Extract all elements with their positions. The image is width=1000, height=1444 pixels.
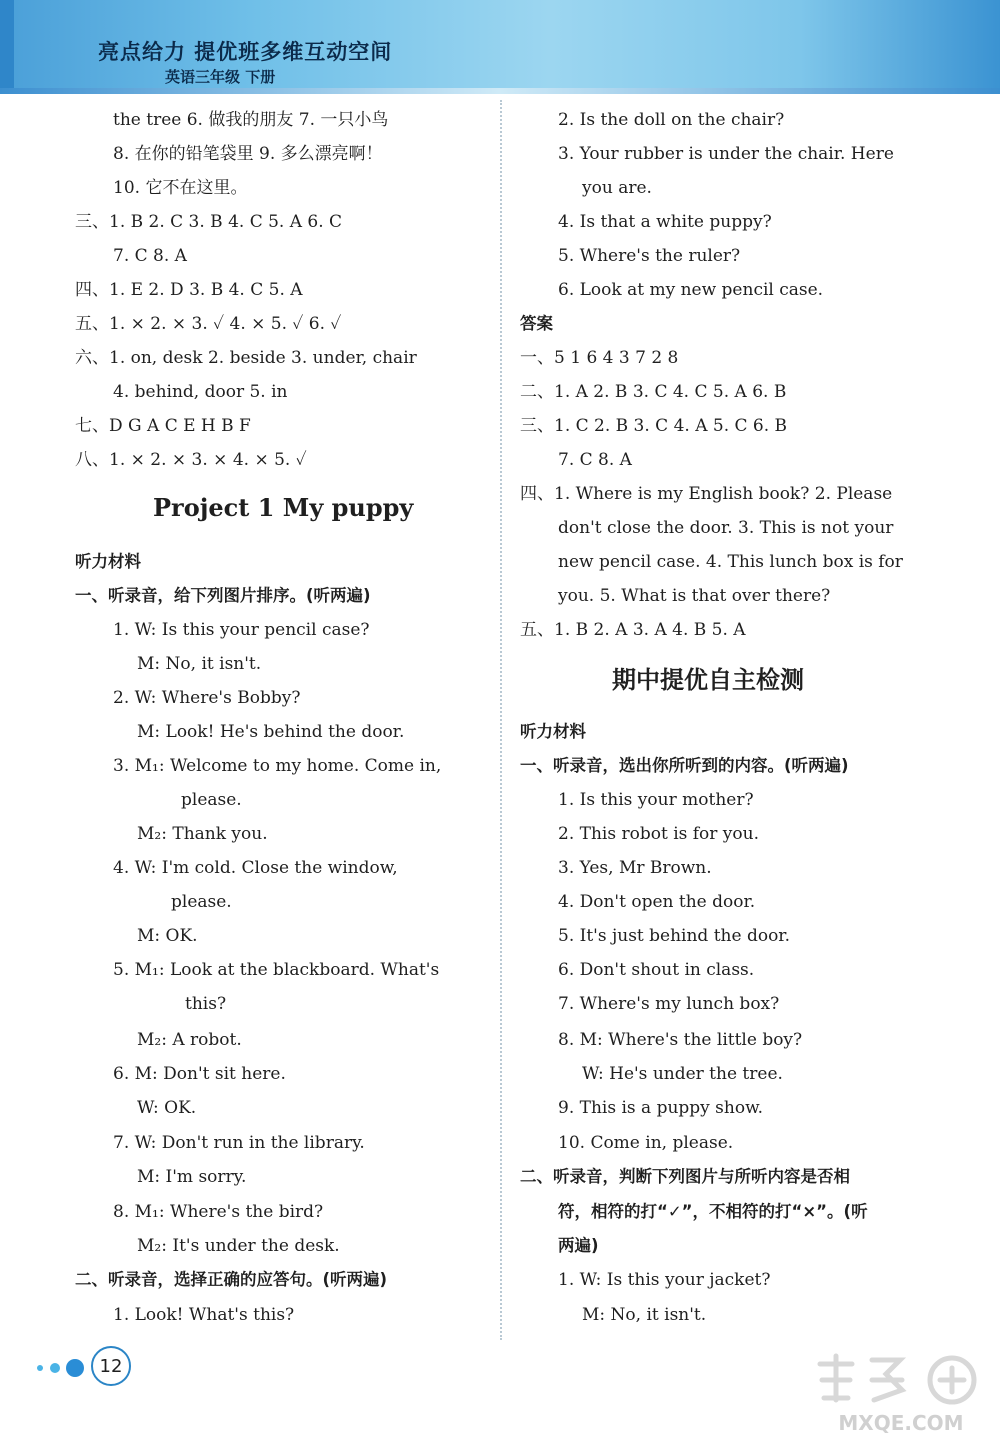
right-column-line: 6. Don't shout in class. bbox=[558, 960, 755, 980]
left-column-line: Project 1 My puppy bbox=[153, 493, 414, 522]
right-column-line: you are. bbox=[582, 178, 652, 198]
right-column-line: 1. W: Is this your jacket? bbox=[558, 1270, 771, 1290]
right-column-line: 一、听录音，选出你所听到的内容。(听两遍) bbox=[520, 756, 849, 775]
right-column-line: 7. Where's my lunch box? bbox=[558, 994, 780, 1014]
decor-dot-large bbox=[66, 1359, 84, 1377]
left-column-line: 4. behind, door 5. in bbox=[113, 382, 288, 402]
left-column-line: this? bbox=[185, 994, 227, 1014]
left-column-line: 10. 它不在这里。 bbox=[113, 178, 248, 198]
left-column-line: M: OK. bbox=[137, 926, 198, 946]
left-column-line: M₂: Thank you. bbox=[137, 824, 268, 844]
right-column-line: 8. M: Where's the little boy? bbox=[558, 1030, 803, 1050]
right-column-line: 2. Is the doll on the chair? bbox=[558, 110, 785, 130]
left-column-line: 五、1. × 2. × 3. ✓ 4. × 5. ✓ 6. ✓ bbox=[75, 314, 342, 334]
left-column-line: 听力材料 bbox=[75, 552, 141, 571]
right-column-line: you. 5. What is that over there? bbox=[558, 586, 831, 606]
left-column-line: 8. M₁: Where's the bird? bbox=[113, 1202, 324, 1222]
left-column-line: 1. Look! What's this? bbox=[113, 1305, 295, 1325]
left-column-line: M: I'm sorry. bbox=[137, 1167, 247, 1187]
left-column-line: 六、1. on, desk 2. beside 3. under, chair bbox=[75, 348, 417, 368]
right-column-line: 五、1. B 2. A 3. A 4. B 5. A bbox=[520, 620, 746, 640]
left-column-line: 七、D G A C E H B F bbox=[75, 416, 251, 436]
right-column-line: 一、5 1 6 4 3 7 2 8 bbox=[520, 348, 679, 368]
right-column-line: 符，相符的打“✓”，不相符的打“×”。(听 bbox=[558, 1202, 868, 1221]
watermark-logo bbox=[812, 1350, 990, 1438]
right-column-line: 三、1. C 2. B 3. C 4. A 5. C 6. B bbox=[520, 416, 788, 436]
right-column-line: 6. Look at my new pencil case. bbox=[558, 280, 824, 300]
right-column-line: 两遍) bbox=[558, 1236, 599, 1255]
right-column-line: 9. This is a puppy show. bbox=[558, 1098, 764, 1118]
right-column-line: 7. C 8. A bbox=[558, 450, 632, 470]
right-column-line: M: No, it isn't. bbox=[582, 1305, 707, 1325]
right-column-line: 1. Is this your mother? bbox=[558, 790, 754, 810]
left-column-line: 四、1. E 2. D 3. B 4. C 5. A bbox=[75, 280, 303, 300]
left-column-line: 二、听录音，选择正确的应答句。(听两遍) bbox=[75, 1270, 388, 1289]
left-column-line: M: No, it isn't. bbox=[137, 654, 262, 674]
right-column-line: don't close the door. 3. This is not your bbox=[558, 518, 894, 538]
left-column-line: please. bbox=[171, 892, 232, 912]
right-column-line: 10. Come in, please. bbox=[558, 1133, 734, 1153]
column-divider bbox=[500, 100, 502, 1340]
left-column-line: 2. W: Where's Bobby? bbox=[113, 688, 301, 708]
right-column-line: 二、1. A 2. B 3. C 4. C 5. A 6. B bbox=[520, 382, 787, 402]
left-column-line: 6. M: Don't sit here. bbox=[113, 1064, 286, 1084]
left-column-line: the tree 6. 做我的朋友 7. 一只小鸟 bbox=[113, 110, 389, 130]
header-bottom-band bbox=[0, 88, 1000, 94]
right-column-line: 二、听录音，判断下列图片与所听内容是否相 bbox=[520, 1167, 850, 1186]
left-column-line: 1. W: Is this your pencil case? bbox=[113, 620, 370, 640]
right-column-line: W: He's under the tree. bbox=[582, 1064, 783, 1084]
left-column-line: please. bbox=[181, 790, 242, 810]
right-column-line: 4. Don't open the door. bbox=[558, 892, 756, 912]
right-column-line: new pencil case. 4. This lunch box is for bbox=[558, 552, 903, 572]
right-column-line: 2. This robot is for you. bbox=[558, 824, 760, 844]
left-column-line: 一、听录音，给下列图片排序。(听两遍) bbox=[75, 586, 371, 605]
left-column-line: 4. W: I'm cold. Close the window, bbox=[113, 858, 398, 878]
page-number: 12 bbox=[91, 1346, 131, 1386]
right-column-line: 3. Your rubber is under the chair. Here bbox=[558, 144, 894, 164]
right-column-line: 3. Yes, Mr Brown. bbox=[558, 858, 712, 878]
left-column-line: M₂: It's under the desk. bbox=[137, 1236, 340, 1256]
right-column-line: 听力材料 bbox=[520, 722, 586, 741]
left-column-line: W: OK. bbox=[137, 1098, 197, 1118]
header-accent-strip bbox=[0, 0, 14, 92]
left-column-line: 7. C 8. A bbox=[113, 246, 187, 266]
watermark-text: MXQE.COM bbox=[838, 1411, 964, 1435]
left-column-line: M: Look! He's behind the door. bbox=[137, 722, 405, 742]
left-column-line: 5. M₁: Look at the blackboard. What's bbox=[113, 960, 440, 980]
series-title: 亮点给力 提优班多维互动空间 bbox=[98, 40, 393, 64]
right-column-line: 4. Is that a white puppy? bbox=[558, 212, 772, 232]
book-subtitle: 英语三年级 下册 bbox=[165, 68, 276, 86]
decor-dot-small bbox=[37, 1365, 43, 1371]
right-column-line: 答案 bbox=[520, 314, 553, 333]
right-column-line: 期中提优自主检测 bbox=[612, 666, 804, 694]
right-column-line: 5. Where's the ruler? bbox=[558, 246, 741, 266]
left-column-line: M₂: A robot. bbox=[137, 1030, 242, 1050]
left-column-line: 3. M₁: Welcome to my home. Come in, bbox=[113, 756, 442, 776]
decor-dot-medium bbox=[50, 1363, 60, 1373]
left-column-line: 8. 在你的铅笔袋里 9. 多么漂亮啊！ bbox=[113, 144, 383, 164]
right-column-line: 5. It's just behind the door. bbox=[558, 926, 790, 946]
right-column-line: 四、1. Where is my English book? 2. Please bbox=[520, 484, 893, 504]
left-column-line: 八、1. × 2. × 3. × 4. × 5. ✓ bbox=[75, 450, 307, 470]
left-column-line: 7. W: Don't run in the library. bbox=[113, 1133, 365, 1153]
left-column-line: 三、1. B 2. C 3. B 4. C 5. A 6. C bbox=[75, 212, 343, 232]
